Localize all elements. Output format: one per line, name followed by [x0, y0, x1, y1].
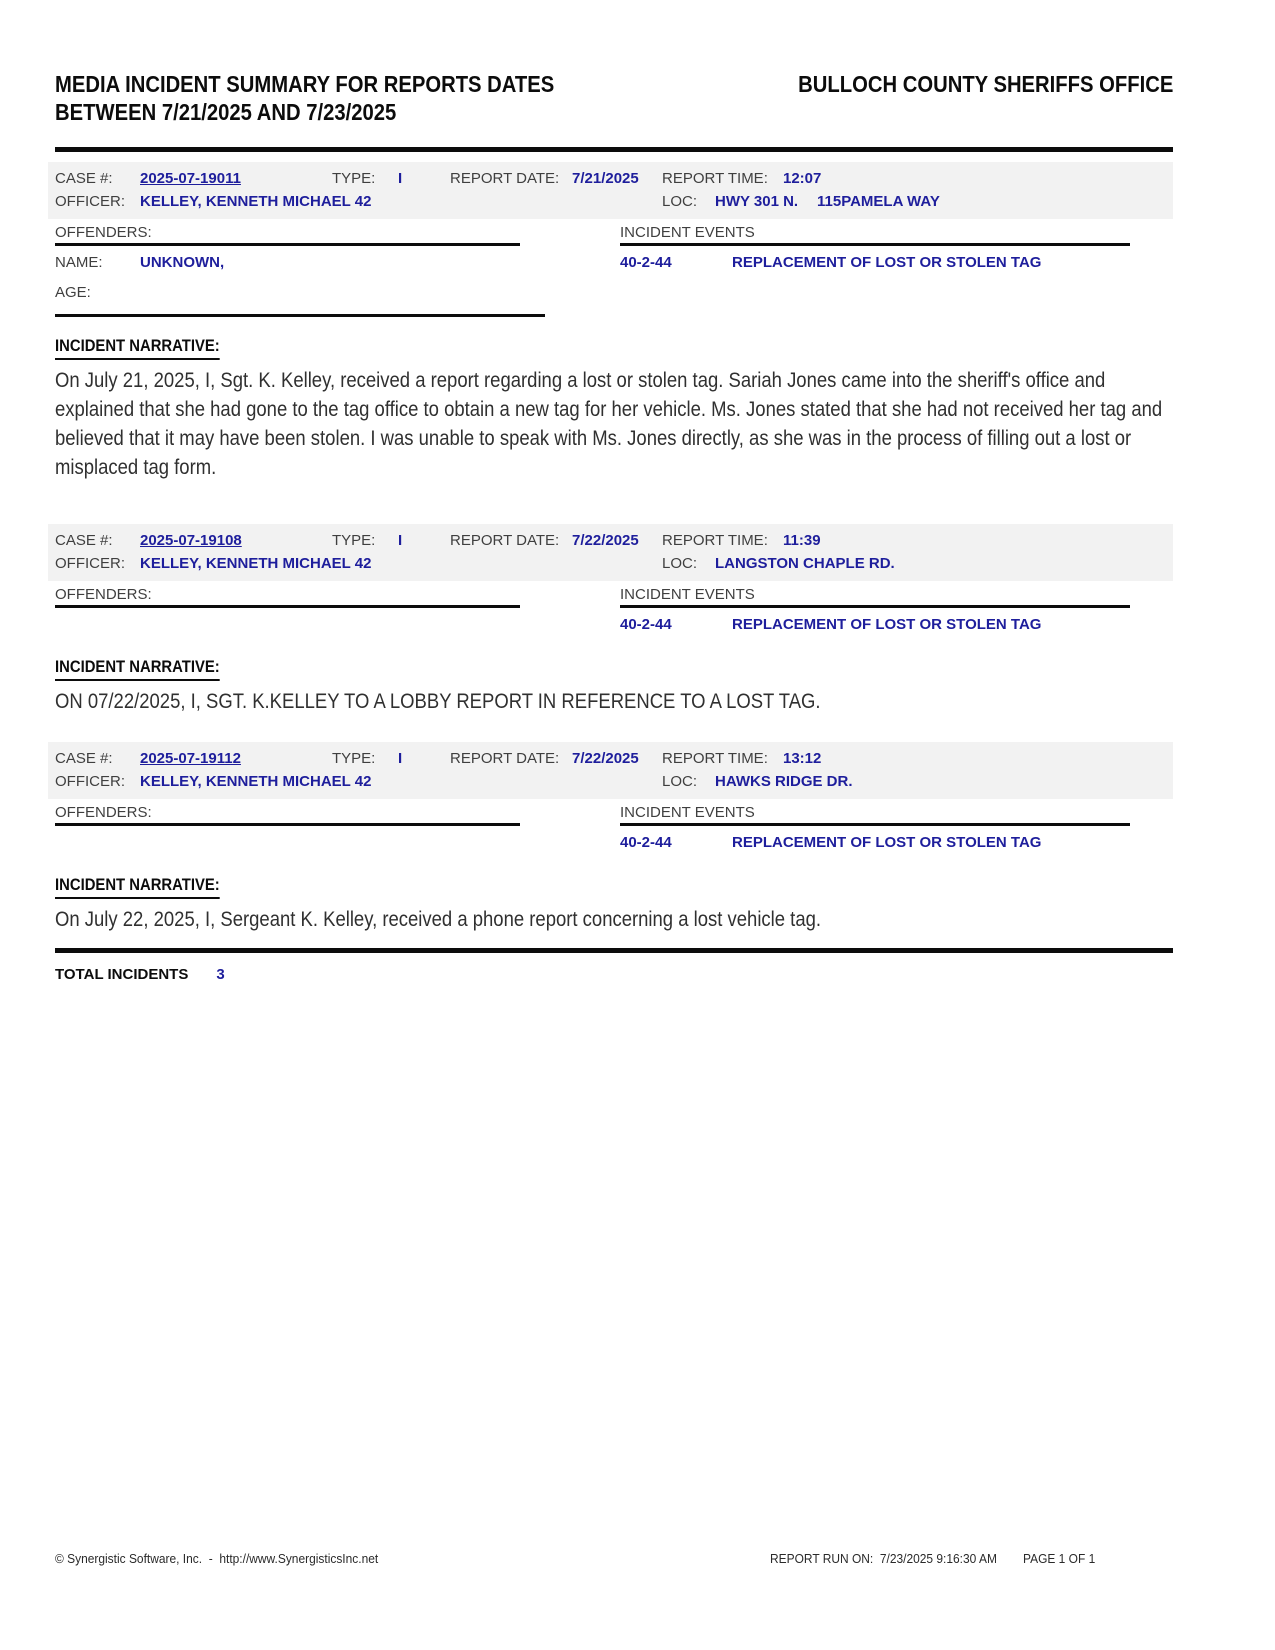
offenders-column	[55, 804, 620, 856]
officer-label: OFFICER:	[55, 555, 125, 572]
loc-label: LOC:	[662, 773, 698, 790]
offenders-events-section	[55, 224, 1173, 317]
event-code: 40-2-44	[620, 834, 672, 851]
report-title-line1: MEDIA INCIDENT SUMMARY FOR REPORTS DATES	[55, 71, 555, 97]
officer-label: OFFICER:	[55, 773, 125, 790]
footer-report-run-on: REPORT RUN ON: 7/23/2025 9:16:30 AM	[770, 1551, 997, 1566]
offenders-column	[55, 586, 620, 638]
loc-value: LANGSTON CHAPLE RD.	[715, 555, 895, 572]
report-date-value: 7/22/2025	[572, 532, 639, 549]
report-content	[55, 0, 1173, 983]
report-date-value: 7/22/2025	[572, 750, 639, 767]
loc-value: HWY 301 N.	[715, 193, 799, 210]
report-date-label: REPORT DATE:	[450, 750, 560, 767]
incident-events-underline	[620, 243, 1130, 246]
offenders-label: OFFENDERS:	[55, 804, 152, 821]
event-description: REPLACEMENT OF LOST OR STOLEN TAG	[732, 254, 1042, 271]
report-date-label: REPORT DATE:	[450, 532, 560, 549]
offenders-underline	[55, 243, 520, 246]
case-number-link[interactable]: 2025-07-19112	[140, 750, 241, 767]
report-time-value: 12:07	[783, 170, 822, 187]
officer-value: KELLEY, KENNETH MICHAEL 42	[140, 193, 372, 210]
incident-events-label: INCIDENT EVENTS	[620, 224, 755, 241]
incident-events-column	[620, 586, 1173, 638]
incident-narrative-heading: INCIDENT NARRATIVE:	[55, 337, 220, 360]
incident-narrative-text: On July 22, 2025, I, Sergeant K. Kelley, received a phone report concerning a lost vehicle tag.	[55, 908, 822, 931]
offenders-column	[55, 224, 620, 317]
case-header-row-2	[55, 553, 1173, 576]
incident-event-row	[620, 251, 1173, 276]
footer-copyright: © Synergistic Software, Inc. - http://www.SynergisticsInc.net	[55, 1551, 379, 1566]
report-date-label: REPORT DATE:	[450, 170, 560, 187]
case-header-band	[48, 162, 1173, 219]
incident-event-row	[620, 831, 1173, 856]
incident-events-label: INCIDENT EVENTS	[620, 804, 755, 821]
offenders-underline	[55, 823, 520, 826]
report-time-label: REPORT TIME:	[662, 750, 768, 767]
incident-events-column	[620, 804, 1173, 856]
report-date-value: 7/21/2025	[572, 170, 639, 187]
incident-narrative-text: On July 21, 2025, I, Sgt. K. Kelley, received a report regarding a lost or stolen tag. Sariah Jones came into the sheriff's office and explained that she had gone to the tag office to obtain a new tag for her vehicle. Ms. Jones stated that she had not received her tag and believed that it may have been stolen. I was unable to speak with Ms. Jones directly, as she was in the process of filling out a lost or misplaced tag form.	[55, 369, 1163, 479]
document-header	[55, 70, 1173, 134]
loc-label: LOC:	[662, 555, 698, 572]
case-header-band	[48, 524, 1173, 581]
event-description: REPLACEMENT OF LOST OR STOLEN TAG	[732, 834, 1042, 851]
incident-events-underline	[620, 605, 1130, 608]
total-incidents-value: 3	[216, 966, 225, 983]
officer-value: KELLEY, KENNETH MICHAEL 42	[140, 773, 372, 790]
officer-value: KELLEY, KENNETH MICHAEL 42	[140, 555, 372, 572]
report-time-label: REPORT TIME:	[662, 170, 768, 187]
report-time-label: REPORT TIME:	[662, 532, 768, 549]
incident-narrative-heading: INCIDENT NARRATIVE:	[55, 658, 220, 681]
offenders-events-section	[55, 804, 1173, 856]
case-number-label: CASE #:	[55, 170, 113, 187]
offenders-events-section	[55, 586, 1173, 638]
incident-narrative-heading: INCIDENT NARRATIVE:	[55, 876, 220, 899]
name-value: UNKNOWN,	[140, 254, 225, 271]
report-title-line2: BETWEEN 7/21/2025 AND 7/23/2025	[55, 99, 397, 125]
case-header-row-1	[55, 530, 1173, 553]
footer-page-number: PAGE 1 OF 1	[1023, 1551, 1096, 1566]
case-number-label: CASE #:	[55, 532, 113, 549]
offenders-underline	[55, 605, 520, 608]
loc-value-2: 115PAMELA WAY	[817, 193, 940, 210]
incident-events-column	[620, 224, 1173, 317]
header-rule	[55, 147, 1173, 152]
type-value: I	[398, 532, 403, 549]
event-code: 40-2-44	[620, 616, 672, 633]
case-header-row-1	[55, 748, 1173, 771]
report-time-value: 11:39	[783, 532, 821, 549]
incident-narrative-text: ON 07/22/2025, I, SGT. K.KELLEY TO A LOBBY REPORT IN REFERENCE TO A LOST TAG.	[55, 690, 821, 713]
incident-event-row	[620, 613, 1173, 638]
officer-label: OFFICER:	[55, 193, 125, 210]
total-incidents-row	[55, 966, 1173, 983]
incident-narrative-section	[55, 337, 1173, 482]
case-number-label: CASE #:	[55, 750, 113, 767]
type-label: TYPE:	[332, 170, 376, 187]
report-time-value: 13:12	[783, 750, 822, 767]
case-header-row-1	[55, 168, 1173, 191]
name-label: NAME:	[55, 254, 103, 271]
loc-value: HAWKS RIDGE DR.	[715, 773, 853, 790]
agency-title: BULLOCH COUNTY SHERIFFS OFFICE	[797, 71, 1173, 97]
event-description: REPLACEMENT OF LOST OR STOLEN TAG	[732, 616, 1042, 633]
offenders-label: OFFENDERS:	[55, 224, 152, 241]
case-header-band	[48, 742, 1173, 799]
offenders-label: OFFENDERS:	[55, 586, 152, 603]
age-label: AGE:	[55, 284, 91, 301]
type-label: TYPE:	[332, 750, 376, 767]
offender-age-row	[55, 281, 620, 306]
loc-label: LOC:	[662, 193, 698, 210]
case-number-link[interactable]: 2025-07-19011	[140, 170, 241, 187]
offender-name-row	[55, 251, 620, 276]
type-label: TYPE:	[332, 532, 376, 549]
case-header-row-2	[55, 771, 1173, 794]
offenders-bottom-line	[55, 314, 545, 317]
incident-narrative-section	[55, 658, 1173, 716]
incident-events-label: INCIDENT EVENTS	[620, 586, 755, 603]
incident-events-underline	[620, 823, 1130, 826]
total-incidents-label: TOTAL INCIDENTS	[55, 966, 189, 983]
case-header-row-2	[55, 191, 1173, 214]
case-number-link[interactable]: 2025-07-19108	[140, 532, 242, 549]
type-value: I	[398, 750, 403, 767]
summary-rule	[55, 948, 1173, 953]
incident-narrative-section	[55, 876, 1173, 934]
event-code: 40-2-44	[620, 254, 672, 271]
type-value: I	[398, 170, 403, 187]
